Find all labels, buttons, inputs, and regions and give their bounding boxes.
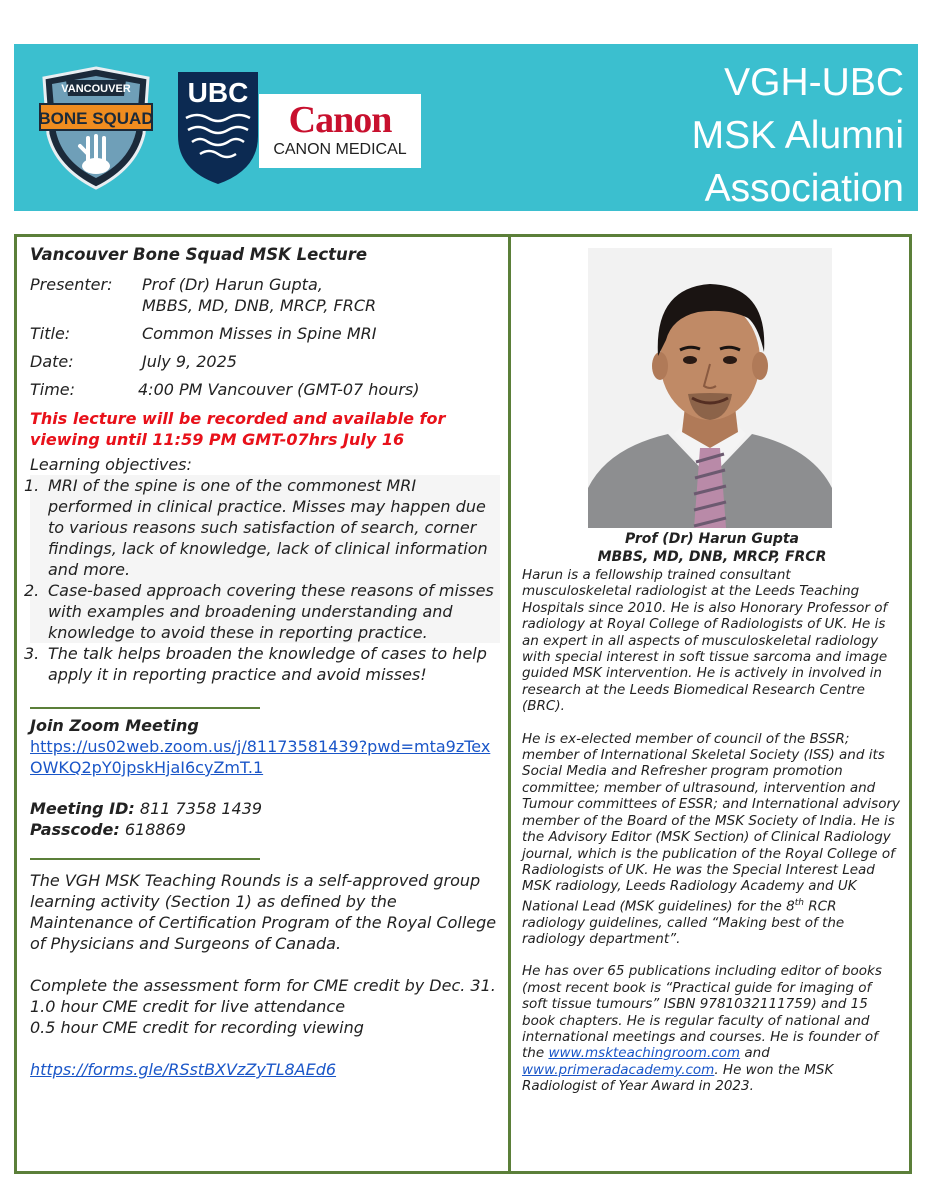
title-row: [30, 323, 500, 344]
ubc-text: UBC: [187, 77, 249, 108]
objectives-heading: Learning objectives:: [30, 455, 192, 474]
cme-recording-credit: 0.5 hour CME credit for recording viewing: [30, 1018, 364, 1037]
presenter-value: [142, 274, 500, 316]
lecture-heading: Vancouver Bone Squad MSK Lecture: [30, 245, 368, 264]
banner-title: [604, 56, 904, 215]
zoom-heading: Join Zoom Meeting: [30, 716, 199, 735]
lecture-details: [24, 244, 500, 1080]
objective-text: The talk helps broaden the knowledge of cases to help apply it in reporting practice and avoid misses!: [48, 644, 487, 684]
passcode-row: [30, 819, 500, 840]
time-row: [30, 379, 500, 400]
section-separator: [30, 707, 260, 709]
cme-form-instruction: Complete the assessment form for CME credit by Dec. 31.: [30, 976, 496, 995]
speaker-bio: [522, 567, 900, 1111]
bio-paragraph-2: [522, 731, 900, 948]
bone-squad-main-text: BONE SQUAD: [38, 109, 154, 128]
time-label: Time:: [30, 380, 76, 399]
speaker-photo: [588, 248, 832, 528]
date-row: [30, 351, 500, 372]
banner-title-line-2: MSK Alumni: [691, 114, 904, 157]
objective-number: 3.: [24, 644, 40, 663]
objective-item: [24, 580, 500, 643]
canon-medical-text: CANON MEDICAL: [273, 141, 407, 158]
speaker-caption: [520, 530, 904, 566]
speaker-credentials: MBBS, MD, DNB, MRCP, FRCR: [597, 549, 827, 565]
banner-title-line-1: VGH-UBC: [724, 61, 904, 104]
bio-p3-and: and: [740, 1045, 770, 1062]
column-divider: [508, 237, 511, 1171]
presenter-name: Prof (Dr) Harun Gupta,: [142, 275, 323, 294]
presenter-credentials: MBBS, MD, DNB, MRCP, FRCR: [142, 296, 377, 315]
cme-statement: The VGH MSK Teaching Rounds is a self-approved group learning activity (Section 1) as defined by the Maintenance of Certification Program of the Royal College of Physicians and Surgeons of Canada.: [30, 871, 497, 953]
section-separator: [30, 858, 260, 860]
ubc-logo: [176, 70, 260, 186]
bone-squad-logo: [36, 64, 156, 192]
cme-live-credit: 1.0 hour CME credit for live attendance: [30, 997, 346, 1016]
title-value: Common Misses in Spine MRI: [142, 324, 377, 343]
banner-title-line-3: Association: [704, 167, 904, 210]
objective-item: [24, 475, 500, 580]
bio-p2-text-b: RCR radiology guidelines, called “Making best of the radiology department”.: [522, 898, 845, 948]
presenter-label: Presenter:: [30, 275, 113, 294]
zoom-link-wrap: [30, 736, 500, 778]
objective-text: MRI of the spine is one of the commonest MRI performed in clinical practice. Misses may happen due to various reasons such satisfaction of search, corner findings, lack of knowledge, lack of clinical information and more.: [48, 476, 488, 579]
objective-number: 1.: [24, 476, 40, 495]
bone-squad-top-text: VANCOUVER: [61, 83, 131, 95]
bio-p2-superscript: th: [794, 897, 804, 908]
primeradacademy-link[interactable]: www.primeradacademy.com: [522, 1061, 715, 1078]
objective-number: 2.: [24, 581, 40, 600]
bio-p2-text-a: He is ex-elected member of council of the BSSR; member of International Skeletal Society (ISS) and its Social Media and Refresher program promotion committee; member of ultrasound, intervention and Tumour committees of ESSR; and International advisory member of the Board of the MSK Society of India. He is the Advisory Editor (MSK Section) of Clinical Radiology journal, which is the publication of the Royal College of Radiologists of UK. He was the Special Interest Lead MSK radiology, Leeds Radiology Academy and UK National Lead (MSK guidelines) for the 8: [522, 730, 901, 915]
title-label: Title:: [30, 324, 71, 343]
passcode-value: 618869: [124, 820, 186, 839]
bio-paragraph-1: Harun is a fellowship trained consultant musculoskeletal radiologist at the Leeds Teaching Hospitals since 2010. He is also Honorary Professor of radiology at Royal College of Radiologists of UK. He is an expert in all aspects of musculoskeletal radiology with special interest in soft tissue sarcoma and image guided MSK intervention. He is actively in involved in research at the Leeds Biomedical Research Centre (BRC).: [522, 567, 888, 715]
bio-p3-text-a: He has over 65 publications including editor of books (most recent book is “Practical guide for imaging of soft tissue tumours” ISBN 9781032111759) and 15 book chapters. He is regular faculty of national and international meetings and courses. He is founder of the: [522, 963, 882, 1062]
zoom-meeting-link[interactable]: https://us02web.zoom.us/j/81173581439?pwd=mta9zTexOWKQ2pY0jpskHjaI6cyZmT.1: [30, 737, 491, 777]
meeting-id-value: 811 7358 1439: [139, 799, 263, 818]
date-label: Date:: [30, 352, 74, 371]
bio-p3-text-b: . He won the MSK Radiologist of Year Award in 2023.: [522, 1061, 834, 1095]
recording-notice: This lecture will be recorded and available for viewing until 11:59 PM GMT-07hrs July 16: [30, 409, 446, 449]
bio-paragraph-3: [522, 963, 900, 1094]
header-banner: [14, 44, 918, 211]
objective-item: [24, 643, 500, 685]
cme-form-link[interactable]: https://forms.gle/RSstBXVzZyTL8AEd6: [30, 1060, 337, 1079]
time-value: 4:00 PM Vancouver (GMT-07 hours): [138, 380, 420, 399]
speaker-name: Prof (Dr) Harun Gupta: [624, 531, 799, 547]
objective-text: Case-based approach covering these reasons of misses with examples and broadening understanding and knowledge to avoid these in reporting practice.: [48, 581, 494, 642]
presenter-row: [30, 274, 500, 316]
canon-wordmark: Canon: [288, 99, 392, 141]
mskteachingroom-link[interactable]: www.mskteachingroom.com: [548, 1045, 741, 1062]
passcode-label: Passcode:: [30, 820, 120, 839]
canon-medical-logo: [259, 94, 421, 168]
date-value: July 9, 2025: [142, 352, 237, 371]
meeting-id-row: [30, 798, 500, 819]
meeting-id-label: Meeting ID:: [30, 799, 135, 818]
objectives-list: [24, 475, 500, 685]
